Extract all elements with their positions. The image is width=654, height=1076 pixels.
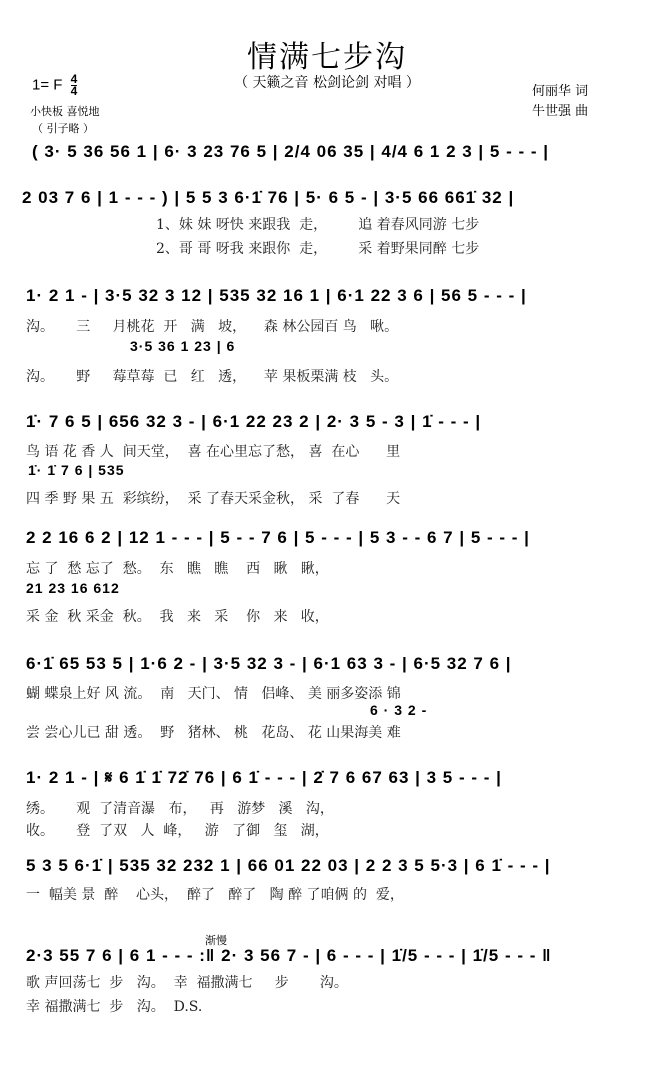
notation-system-4: 1̇· 7 6 5 | 656 32 3 - | 6·1 22 23 2 | 2· 3 5 - 3 | 1̇ - - - | <box>26 412 482 431</box>
lyric-line-7-1: 绣。 观 了清音瀑 布， 再 游梦 溪 沟， <box>26 801 334 817</box>
key-label: 1= F <box>32 76 63 94</box>
alt-notation-system-3: 3·5 36 1 23 | 6 <box>130 338 236 354</box>
lyric-line-3-1: 沟。 三 月桃花 开 满 坡， 森 林公园百 鸟 啾。 <box>26 319 399 335</box>
lyric-line-4-1: 鸟 语 花 香 人 间天堂， 喜 在心里忘了愁， 喜 在心 里 <box>26 444 401 460</box>
alt-notation-system-6: 6 · 3 2 - <box>370 702 428 718</box>
lyric-line-2-2: 2、哥 哥 呀我 来跟你 走， 采 着野果同醉 七步 <box>156 241 480 257</box>
notation-system-8: 5 3 5 6·1̇ | 535 32 232 1 | 66 01 22 03 | 2 2 3 5 5·3 | 6 1̇ - - - | <box>26 856 551 875</box>
notation-system-7: 1· 2 1 - | 𝄋 6 1̇ 1̇ 72̇ 76 | 6 1̇ - - - | 2̇ 7 6 67 63 | 3 5 - - - | <box>26 768 502 787</box>
notation-system-9: 2·3 55 7 6 | 6 1 - - - :‖ 2· 3 56 7 - | 6 - - - | 1̇/5 - - - | 1̇/5 - - - ‖ <box>26 946 552 965</box>
alt-notation-system-4: 1̇· 1̇ 7 6 | 535 <box>28 462 125 478</box>
lyric-line-7-2: 收。 登 了双 人 峰， 游 了御 玺 湖， <box>26 823 329 839</box>
lyric-line-6-1: 蝴 蝶泉上好 风 流。 南 天门、 情 侣峰、 美 丽多姿添 锦 <box>26 686 401 702</box>
lyric-line-9-2: 幸 福撒满七 步 沟。 D.S. <box>26 999 203 1015</box>
lyric-line-2-1: 1、妹 妹 呀快 来跟我 走， 追 着春风同游 七步 <box>156 217 480 233</box>
lyric-line-9-1: 歌 声回荡七 步 沟。 幸 福撒满七 步 沟。 <box>26 975 348 991</box>
notation-system-2: 2 03 7 6 | 1 - - - ) | 5 5 3 6·1̇ 76 | 5· 6 5 - | 3·5 66 661̇ 32 | <box>22 188 515 207</box>
lyric-line-3-2: 沟。 野 莓草莓 已 红 透， 苹 果板栗满 枝 头。 <box>26 369 399 385</box>
song-subtitle: （ 天籁之音 松剑论剑 对唱 ） <box>234 75 420 91</box>
lyric-line-4-2: 四 季 野 果 五 彩缤纷， 采 了春天采金秋， 采 了春 天 <box>26 491 401 507</box>
intro-note: （ 引子略 ） <box>32 122 94 135</box>
lyric-line-6-2: 尝 尝心儿已 甜 透。 野 猪林、 桃 花岛、 花 山果海美 难 <box>26 725 401 741</box>
notation-system-5: 2 2 16 6 2 | 12 1 - - - | 5 - - 7 6 | 5 - - - | 5 3 - - 6 7 | 5 - - - | <box>26 528 530 547</box>
lyric-line-8-1: 一 幅美 景 醉 心头， 醉了 醉了 陶 醉 了咱俩 的 爱， <box>26 887 404 903</box>
lyric-line-5-1: 忘 了 愁 忘了 愁。 东 瞧 瞧 西 瞅 瞅， <box>26 561 329 577</box>
composer-credit: 牛世强 曲 <box>532 104 589 119</box>
notation-system-1: ( 3· 5 36 56 1 | 6· 3 23 76 5 | 2/4 06 35 | 4/4 6 1 2 3 | 5 - - - | <box>32 142 549 161</box>
song-title: 情满七步沟 <box>247 40 407 75</box>
lyricist-credit: 何丽华 词 <box>532 84 589 99</box>
notation-system-6: 6·1̇ 65 53 5 | 1·6 2 - | 3·5 32 3 - | 6·1 63 3 - | 6·5 32 7 6 | <box>26 654 512 673</box>
tempo-marking: 小快板 喜悦地 <box>30 105 100 118</box>
notation-system-3: 1· 2 1 - | 3·5 32 3 12 | 535 32 16 1 | 6·1 22 3 6 | 56 5 - - - | <box>26 286 527 305</box>
tempo-mark-ritardando: 渐慢 <box>205 934 227 947</box>
alt-notation-system-5: 21 23 16 612 <box>26 580 120 596</box>
time-signature: $\frac{4}{4}$ <box>70 72 78 98</box>
lyric-line-5-2: 采 金 秋 采金 秋。 我 来 采 你 来 收， <box>26 609 329 625</box>
key-signature <box>32 74 77 97</box>
